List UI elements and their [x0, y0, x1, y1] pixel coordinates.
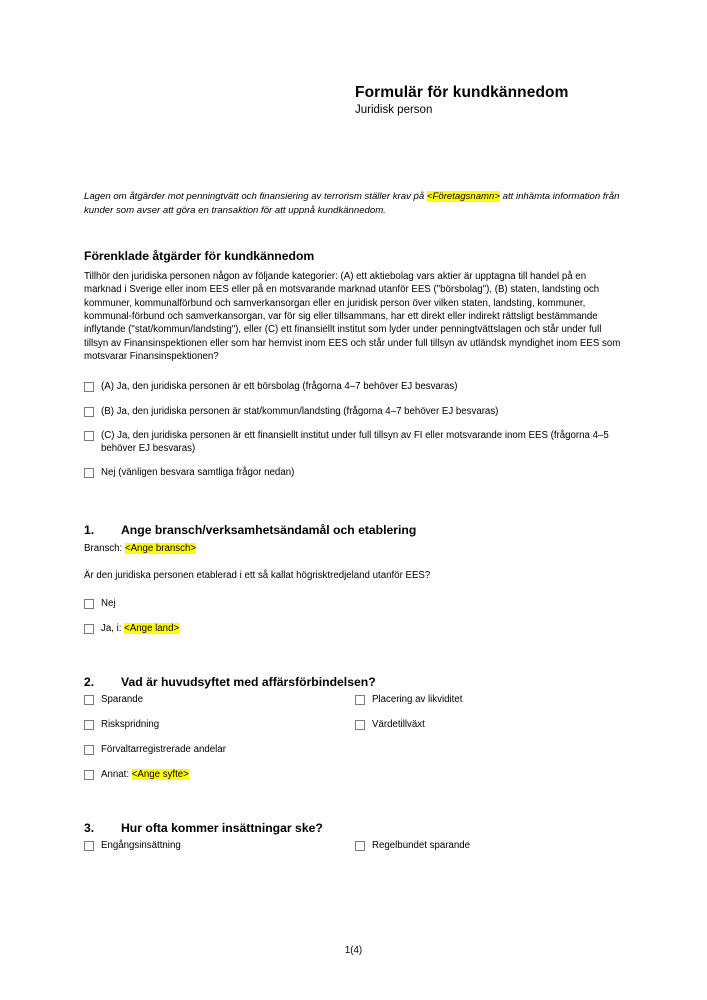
- simplified-measures-paragraph: Tillhör den juridiska personen någon av följande kategorier: (A) ett aktiebolag vars aktier är upptagna till handel på en marknad i Sverige eller inom EES eller på en motsvarande marknad utanför EES ("börsbolag"), (B) staten, landsting och kommuner, kommunalförbund och samverkansorgan eller en juridisk person över vilken staten, landsting, kommuner, kommunal-förbund och samverkansorgan, var för sig eller tillsammans, har ett direkt eller indirekt rättsligt bestämmande inflytande ("stat/kommun/landsting"), eller (C) ett finansiellt institut som lyder under penningtvättslagen och står under full tillsyn av Finansinspektionen eller som har hemvist inom EES och står under full tillsyn av utländsk myndighet inom EES som motsvarar Finansinspektionen?: [84, 270, 621, 363]
- bransch-label: Bransch:: [84, 542, 123, 554]
- simplified-measures-heading: Förenklade åtgärder för kundkännedom: [84, 249, 315, 264]
- checkbox-label: Nej (vänligen besvara samtliga frågor nedan): [101, 466, 295, 478]
- intro-text-part-2: att inhämta information från kunder som avser att göra en transaktion för att uppnå kundkännedom.: [84, 191, 620, 216]
- checkbox-row-q1-yes[interactable]: [84, 622, 622, 635]
- document-header: [355, 84, 655, 118]
- checkbox-label: Regelbundet sparande: [372, 840, 471, 852]
- checkbox-row-q1-no[interactable]: [84, 597, 622, 610]
- checkbox-icon[interactable]: [84, 720, 94, 730]
- checkbox-label: Förvaltarregistrerade andelar: [101, 744, 226, 756]
- page-number: 1(4): [344, 945, 363, 956]
- purpose-input-placeholder[interactable]: <Ange syfte>: [131, 769, 189, 781]
- checkbox-label: Riskspridning: [101, 719, 160, 731]
- question-3-heading: [84, 821, 622, 836]
- checkbox-icon[interactable]: [355, 695, 365, 705]
- checkbox-row-category-no[interactable]: [84, 466, 622, 479]
- q1-yes-label: Ja, i:: [101, 623, 122, 635]
- question-1-title: Ange bransch/verksamhetsändamål och etablering: [121, 522, 417, 537]
- company-name-placeholder: <Företagsnamn>: [426, 191, 500, 202]
- bransch-input-placeholder[interactable]: <Ange bransch>: [124, 542, 197, 554]
- checkbox-row-q2-placering[interactable]: [355, 693, 615, 706]
- question-3-right-column: [355, 839, 615, 852]
- checkbox-icon[interactable]: [84, 770, 94, 780]
- question-2-options: [84, 693, 622, 781]
- intro-text-part-1: Lagen om åtgärder mot penningtvätt och finansiering av terrorism ställer krav på: [84, 191, 427, 202]
- q2-other-label: Annat:: [101, 769, 130, 781]
- checkbox-row-q2-forvaltarregistrerade[interactable]: [84, 743, 622, 756]
- question-3-number: 3.: [84, 820, 95, 835]
- page-subtitle: Juridisk person: [355, 103, 433, 116]
- checkbox-icon[interactable]: [84, 841, 94, 851]
- checkbox-icon[interactable]: [84, 745, 94, 755]
- question-1-number: 1.: [84, 522, 95, 537]
- bransch-field-row: [84, 542, 622, 555]
- checkbox-row-q2-vardetillvaxt[interactable]: [355, 718, 615, 731]
- checkbox-label: [101, 768, 622, 781]
- checkbox-icon[interactable]: [355, 841, 365, 851]
- checkbox-icon[interactable]: [84, 624, 94, 634]
- checkbox-row-q2-annat[interactable]: [84, 768, 622, 781]
- question-3-title: Hur ofta kommer insättningar ske?: [121, 820, 323, 835]
- question-2-heading: [84, 675, 622, 690]
- question-2-number: 2.: [84, 674, 95, 689]
- question-1-heading: [84, 523, 622, 538]
- checkbox-label: Värdetillväxt: [372, 719, 425, 731]
- checkbox-label: [101, 622, 622, 635]
- checkbox-label: Placering av likviditet: [372, 694, 463, 706]
- checkbox-label: Sparande: [101, 694, 144, 706]
- checkbox-label: (B) Ja, den juridiska personen är stat/kommun/landsting (frågorna 4–7 behöver EJ besvaras): [101, 405, 499, 417]
- question-3-options: [84, 839, 622, 852]
- checkbox-row-q3-regelbundet[interactable]: [355, 839, 615, 852]
- question-1-subquestion: Är den juridiska personen etablerad i ett så kallat högrisktredjeland utanför EES?: [84, 569, 431, 581]
- intro-paragraph: [84, 190, 622, 217]
- country-input-placeholder[interactable]: <Ange land>: [124, 623, 180, 635]
- checkbox-label: (A) Ja, den juridiska personen är ett börsbolag (frågorna 4–7 behöver EJ besvaras): [101, 381, 458, 393]
- checkbox-label: (C) Ja, den juridiska personen är ett finansiellt institut under full tillsyn av FI eller motsvarande inom EES (frågorna 4–5 behöver EJ besvaras): [101, 429, 609, 454]
- page-footer: [0, 945, 707, 956]
- checkbox-icon[interactable]: [84, 695, 94, 705]
- question-2-title: Vad är huvudsyftet med affärsförbindelsen?: [121, 674, 376, 689]
- checkbox-icon[interactable]: [84, 382, 94, 392]
- document-body: [84, 190, 622, 852]
- checkbox-label: Nej: [101, 598, 116, 610]
- checkbox-label: Engångsinsättning: [101, 840, 181, 852]
- checkbox-row-category-b[interactable]: [84, 405, 622, 418]
- checkbox-icon[interactable]: [84, 431, 94, 441]
- checkbox-row-category-c[interactable]: [84, 429, 622, 455]
- checkbox-icon[interactable]: [84, 407, 94, 417]
- checkbox-icon[interactable]: [84, 468, 94, 478]
- checkbox-icon[interactable]: [84, 599, 94, 609]
- checkbox-row-category-a[interactable]: [84, 380, 622, 393]
- checkbox-icon[interactable]: [355, 720, 365, 730]
- question-2-right-column: [355, 693, 615, 731]
- page-title: Formulär för kundkännedom: [355, 84, 569, 101]
